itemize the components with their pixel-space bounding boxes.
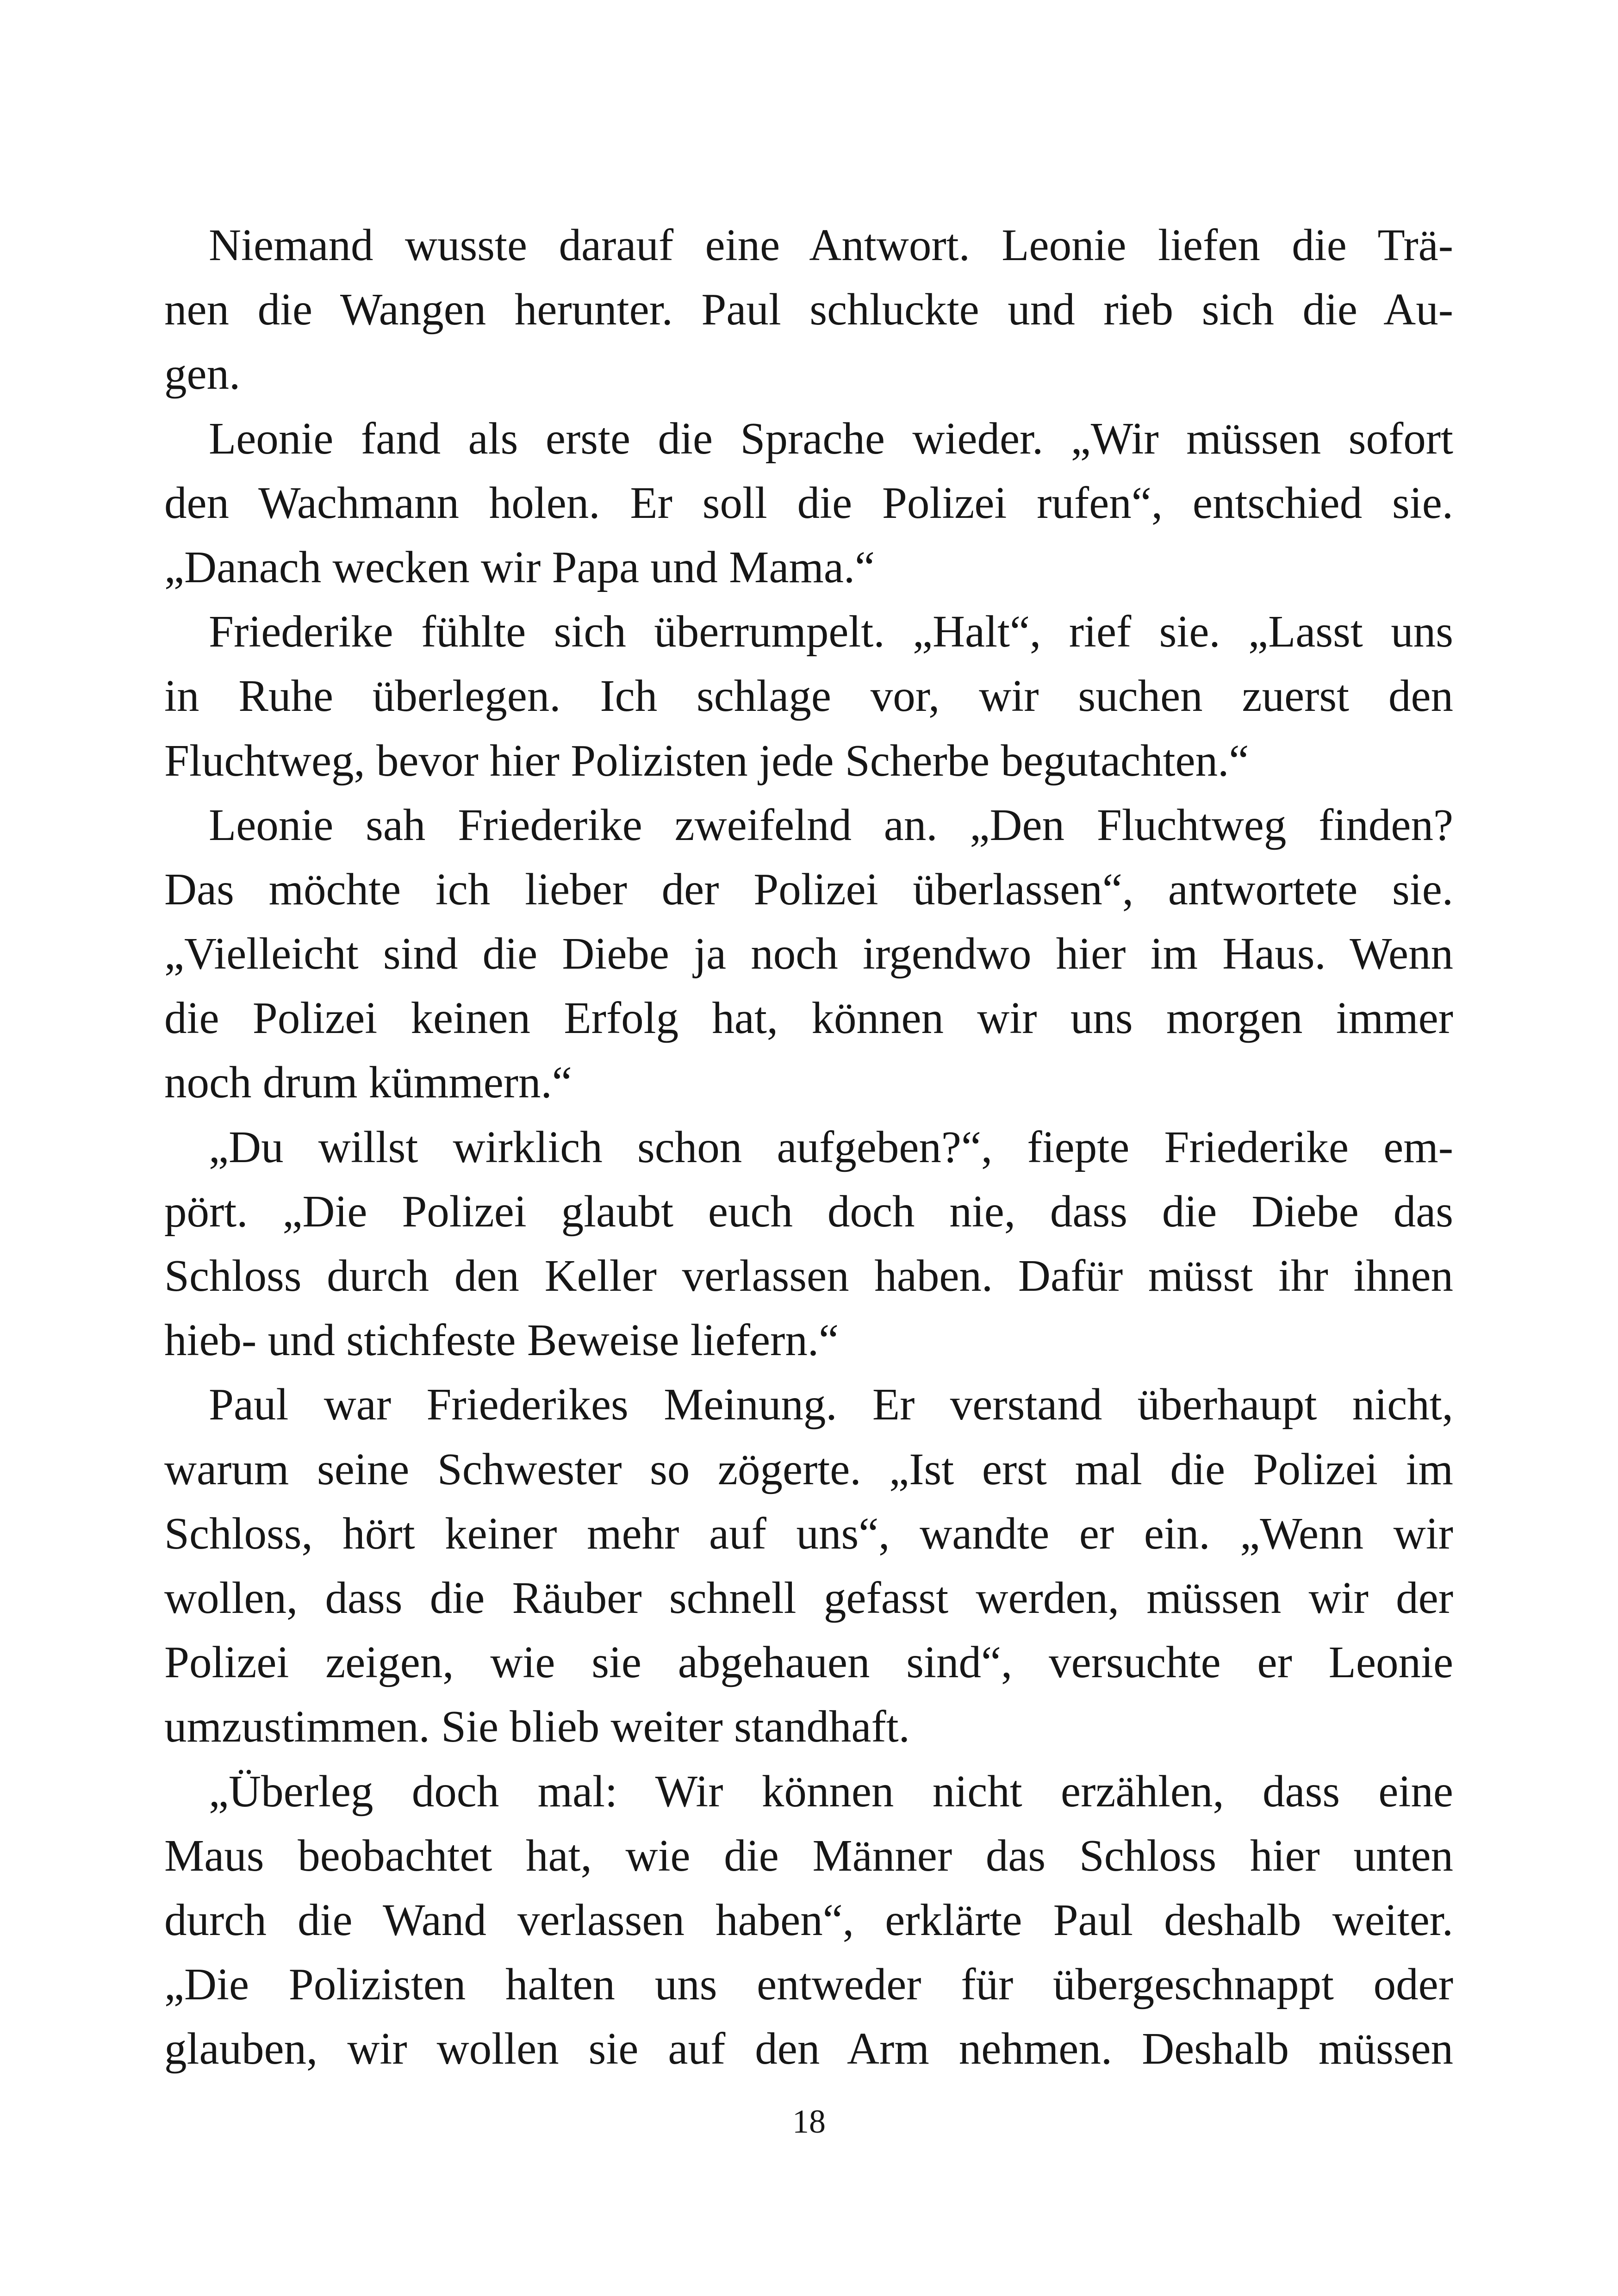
text-line: Leonie sah Friederike zweifelnd an. „Den Fluchtweg finden? bbox=[209, 800, 1453, 850]
page-number: 18 bbox=[792, 2103, 826, 2140]
text-line: wollen, dass die Räuber schnell gefasst werden, müssen wir der bbox=[164, 1573, 1453, 1623]
text-line: hieb- und stichfeste Beweise liefern.“ bbox=[164, 1315, 839, 1365]
text-line: die Polizei keinen Erfolg hat, können wir uns morgen immer bbox=[164, 993, 1453, 1043]
text-line: glauben, wir wollen sie auf den Arm nehmen. Deshalb müssen bbox=[164, 2024, 1453, 2074]
text-line: Schloss durch den Keller verlassen haben. Dafür müsst ihr ihnen bbox=[164, 1251, 1453, 1300]
text-line: „Die Polizisten halten uns entweder für übergeschnappt oder bbox=[164, 1960, 1453, 2010]
text-line: umzustimmen. Sie blieb weiter standhaft. bbox=[164, 1702, 910, 1752]
text-line: Schloss, hört keiner mehr auf uns“, wandte er ein. „Wenn wir bbox=[164, 1508, 1453, 1558]
text-line: Friederike fühlte sich überrumpelt. „Halt“, rief sie. „Lasst uns bbox=[209, 607, 1453, 657]
text-line: noch drum kümmern.“ bbox=[164, 1058, 572, 1108]
text-line: „Überleg doch mal: Wir können nicht erzählen, dass eine bbox=[209, 1766, 1453, 1816]
body-text bbox=[164, 213, 1453, 2081]
text-line: in Ruhe überlegen. Ich schlage vor, wir suchen zuerst den bbox=[164, 671, 1453, 721]
text-line: pört. „Die Polizei glaubt euch doch nie, dass die Diebe das bbox=[164, 1186, 1453, 1236]
text-line: Leonie fand als erste die Sprache wieder. „Wir müssen sofort bbox=[209, 413, 1453, 463]
text-line: Fluchtweg, bevor hier Polizisten jede Scherbe begutachten.“ bbox=[164, 735, 1249, 785]
text-line: den Wachmann holen. Er soll die Polizei rufen“, entschied sie. bbox=[164, 478, 1453, 528]
text-line: Paul war Friederikes Meinung. Er verstand überhaupt nicht, bbox=[209, 1380, 1453, 1430]
text-line: „Vielleicht sind die Diebe ja noch irgendwo hier im Haus. Wenn bbox=[164, 929, 1453, 979]
text-line: Maus beobachtet hat, wie die Männer das Schloss hier unten bbox=[164, 1830, 1453, 1880]
text-line: „Danach wecken wir Papa und Mama.“ bbox=[164, 542, 875, 592]
text-line: Polizei zeigen, wie sie abgehauen sind“, versuchte er Leonie bbox=[164, 1637, 1453, 1687]
text-line: durch die Wand verlassen haben“, erklärte Paul deshalb weiter. bbox=[164, 1895, 1453, 1945]
text-line: gen. bbox=[164, 349, 241, 399]
text-line: nen die Wangen herunter. Paul schluckte und rieb sich die Au- bbox=[164, 285, 1453, 335]
text-line: Das möchte ich lieber der Polizei überlassen“, antwortete sie. bbox=[164, 864, 1453, 914]
text-line: Niemand wusste darauf eine Antwort. Leonie liefen die Trä- bbox=[209, 220, 1453, 270]
text-line: „Du willst wirklich schon aufgeben?“, fiepte Friederike em- bbox=[209, 1122, 1453, 1172]
text-line: warum seine Schwester so zögerte. „Ist erst mal die Polizei im bbox=[164, 1444, 1453, 1494]
